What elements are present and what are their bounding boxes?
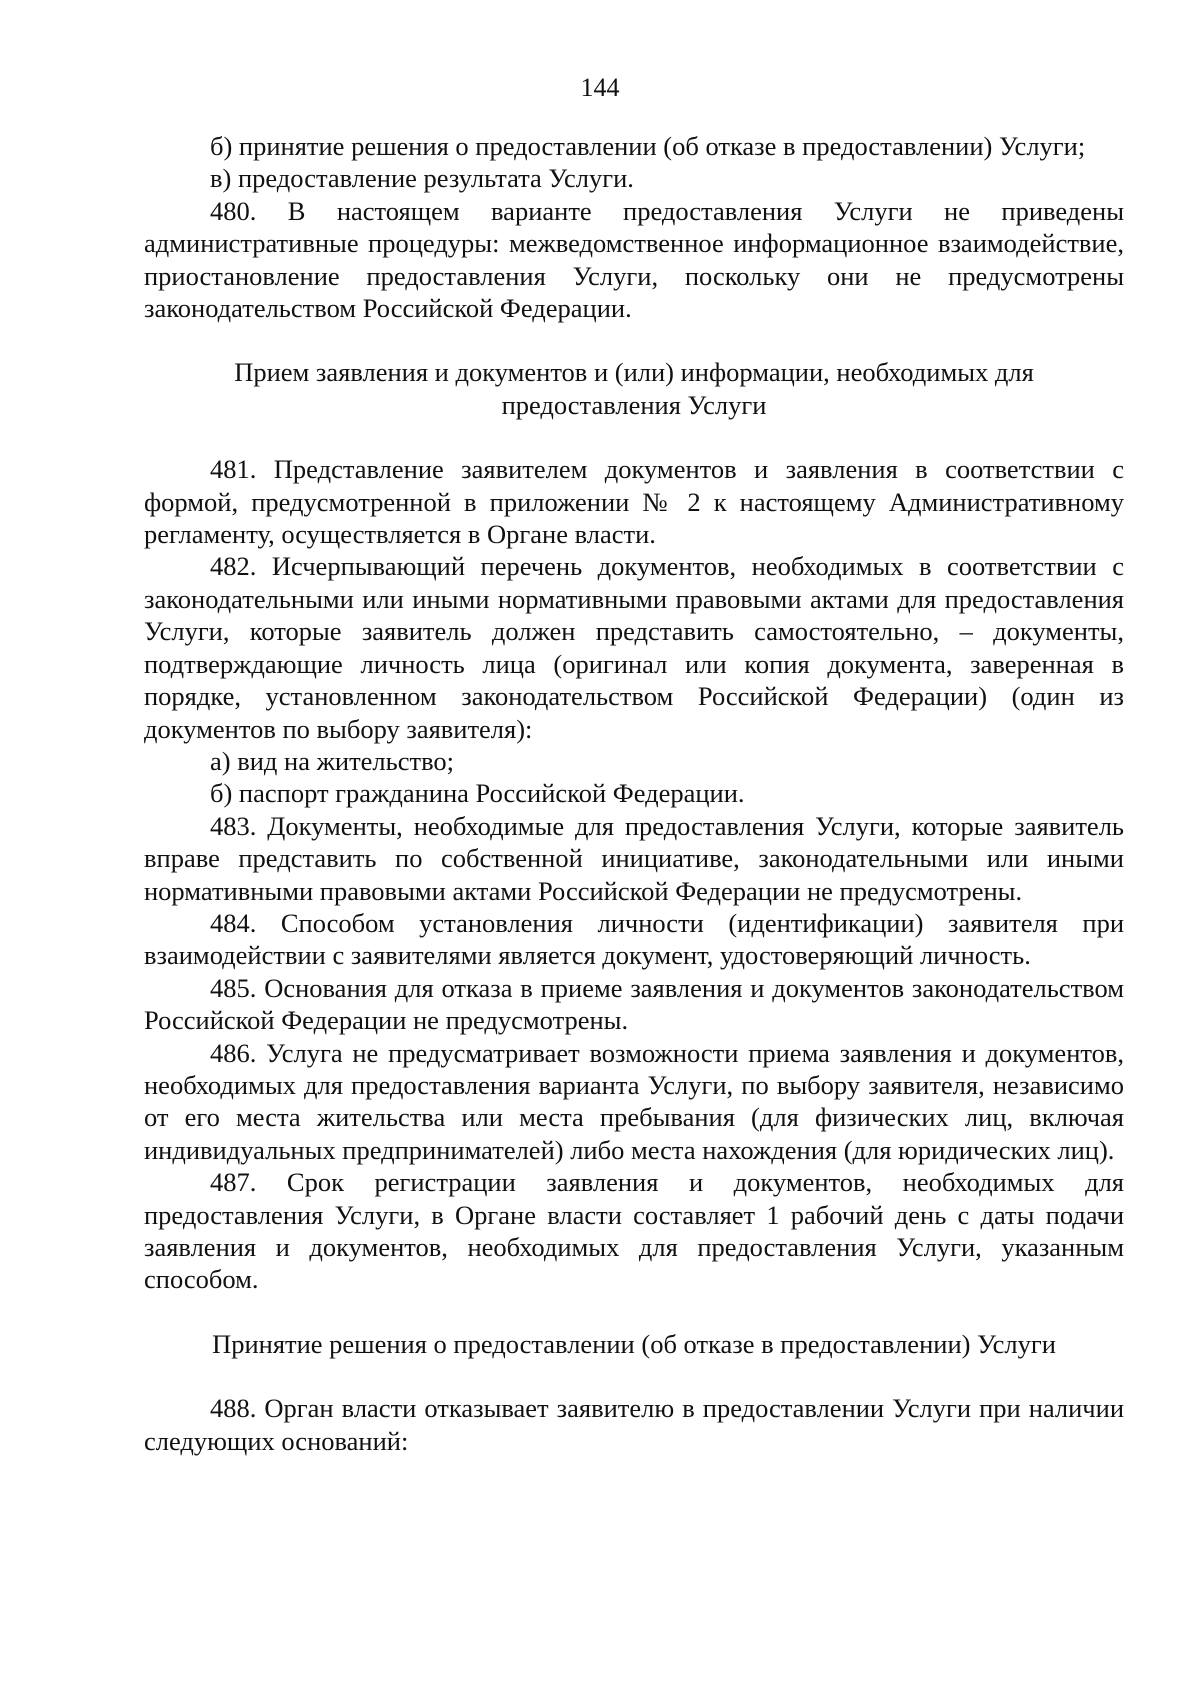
list-item-v: в) предоставление результата Услуги. bbox=[210, 163, 634, 194]
paragraph-481: 481. Представление заявителем документов и заявления в соответствии с формой, предусмотренной в приложении № 2 к настоящему Административному регламенту, осуществляется в Органе власти. bbox=[144, 454, 1124, 550]
paragraph-483: 483. Документы, необходимые для предоставления Услуги, которые заявитель вправе представить по собственной инициативе, законодательными или иными нормативными правовыми актами Российской Федерации не предусмотрены. bbox=[144, 810, 1124, 906]
paragraph-487: 487. Срок регистрации заявления и документов, необходимых для предоставления Услуги, в Органе власти составляет 1 рабочий день с даты подачи заявления и документов, необходимых для предоставления Услуги, указанным способом. bbox=[144, 1167, 1124, 1295]
paragraph-486: 486. Услуга не предусматривает возможности приема заявления и документов, необходимых для предоставления варианта Услуги, по выбору заявителя, независимо от его места жительства или места пребывания (для физических лиц, включая индивидуальных предпринимателей) либо места нахождения (для юридических лиц). bbox=[144, 1037, 1124, 1165]
section-heading-decision: Принятие решения о предоставлении (об отказе в предоставлении) Услуги bbox=[212, 1328, 1056, 1359]
list-item-a: а) вид на жительство; bbox=[210, 745, 455, 776]
page-number: 144 bbox=[580, 73, 620, 102]
document-body bbox=[144, 130, 1124, 1457]
paragraph-488: 488. Орган власти отказывает заявителю в предоставлении Услуги при наличии следующих оснований: bbox=[144, 1393, 1124, 1456]
paragraph-485: 485. Основания для отказа в приеме заявления и документов законодательством Российской Федерации не предусмотрены. bbox=[144, 972, 1124, 1036]
section-heading-application-intake: Прием заявления и документов и (или) информации, необходимых для предоставления Услуги bbox=[234, 357, 1034, 420]
paragraph-482: 482. Исчерпывающий перечень документов, необходимых в соответствии с законодательными или иными нормативными правовыми актами для предоставления Услуги, которые заявитель должен представить самостоятельно, – документы, подтверждающие личность лица (оригинал или копия документа, заверенная в порядке, установленном законодательством Российской Федерации) (один из документов по выбору заявителя): bbox=[144, 551, 1124, 744]
paragraph-484: 484. Способом установления личности (идентификации) заявителя при взаимодействии с заявителями является документ, удостоверяющий личность. bbox=[144, 907, 1124, 971]
list-item-b: б) принятие решения о предоставлении (об отказе в предоставлении) Услуги; bbox=[210, 131, 1086, 161]
list-item-b-passport: б) паспорт гражданина Российской Федерации. bbox=[210, 778, 745, 809]
paragraph-480: 480. В настоящем варианте предоставления Услуги не приведены административные процедуры: межведомственное информационное взаимодействие, приостановление предоставления Услуги, поскольку они не предусмотрены законодательством Российской Федерации. bbox=[144, 195, 1124, 324]
